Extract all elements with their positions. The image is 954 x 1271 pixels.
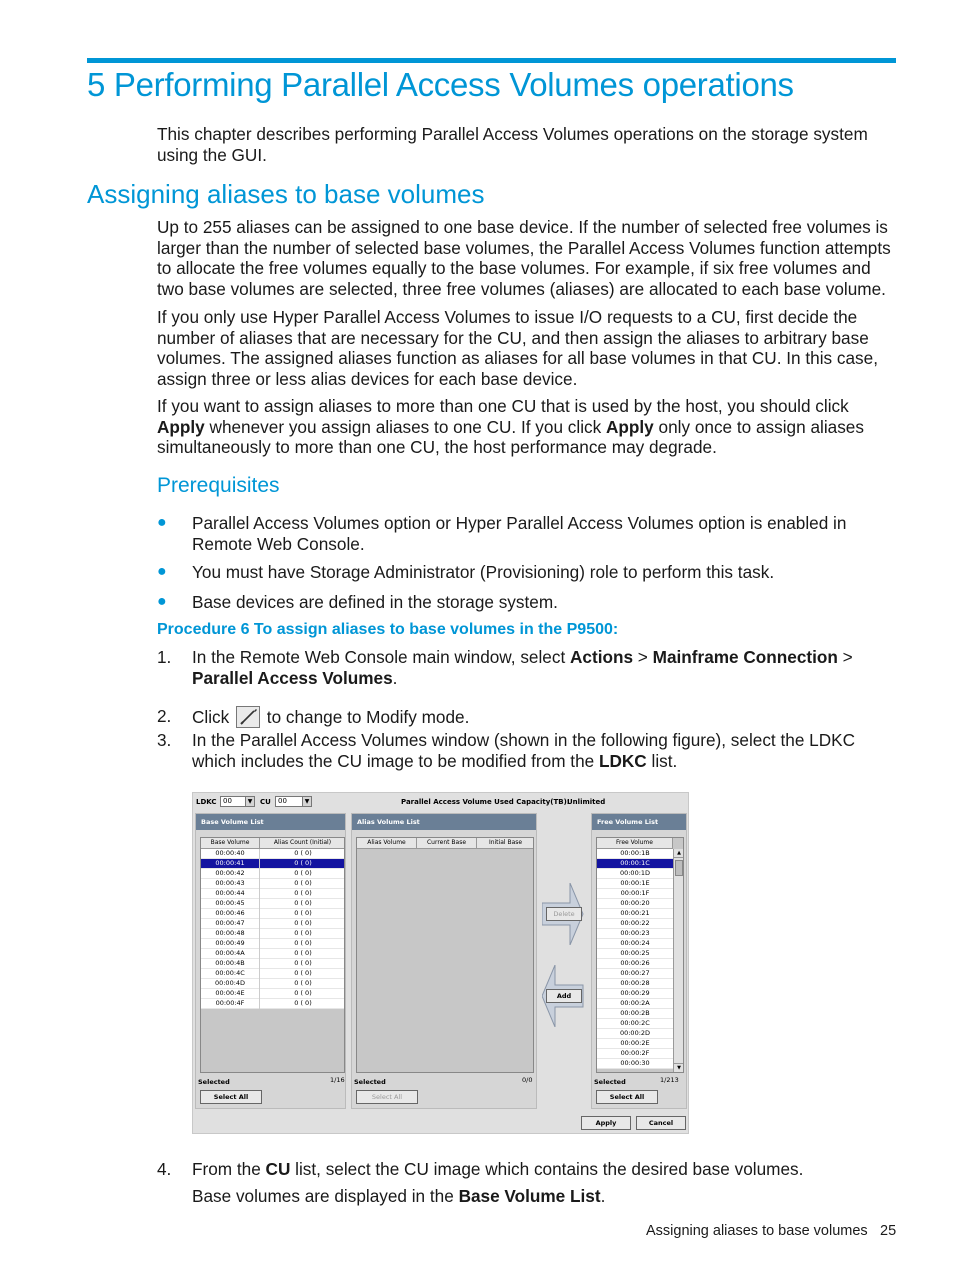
alias-select-all-button[interactable]: Select All xyxy=(356,1090,418,1104)
column-header-alias-volume[interactable]: Alias Volume xyxy=(357,838,417,849)
alias-count-cell: 0 ( 0) xyxy=(294,909,312,917)
alias-count-cell: 0 ( 0) xyxy=(294,859,312,867)
free-selected-label: Selected xyxy=(594,1078,626,1086)
list-item[interactable]: 00:00:1E xyxy=(597,879,673,889)
bullet-icon: ● xyxy=(157,593,167,610)
table-row[interactable] xyxy=(201,949,345,959)
list-item[interactable]: 00:00:22 xyxy=(597,919,673,929)
table-row[interactable] xyxy=(201,939,345,949)
list-item[interactable]: 00:00:29 xyxy=(597,989,673,999)
base-volume-cell: 00:00:41 xyxy=(201,859,260,869)
free-select-all-button[interactable]: Select All xyxy=(596,1090,658,1104)
free-volume-panel xyxy=(591,813,687,1109)
paragraph-aliases-limit: Up to 255 aliases can be assigned to one base device. If the number of selected free volumes is larger than the number of selected base volumes, the Parallel Access Volumes function attempts to allocate the free volumes equally to the base volumes. For example, if six free volumes and two base volumes are selected, three free volumes (aliases) are allocated to each base volume. xyxy=(157,217,891,299)
base-volume-cell: 00:00:4C xyxy=(201,969,260,979)
list-item[interactable]: 00:00:30 xyxy=(597,1059,673,1069)
alias-count-cell: 0 ( 0) xyxy=(294,989,312,997)
list-item[interactable]: 00:00:2D xyxy=(597,1029,673,1039)
list-item[interactable]: 00:00:2A xyxy=(597,999,673,1009)
footer-section-title: Assigning aliases to base volumes xyxy=(646,1223,868,1239)
table-row[interactable] xyxy=(201,979,345,989)
chapter-title: 5 Performing Parallel Access Volumes operations xyxy=(87,66,794,103)
modify-mode-icon xyxy=(236,706,260,728)
cu-label: CU xyxy=(260,798,271,806)
list-item[interactable]: 00:00:28 xyxy=(597,979,673,989)
alias-count-cell: 0 ( 0) xyxy=(294,929,312,937)
base-volume-cell: 00:00:40 xyxy=(201,849,260,859)
base-volume-cell: 00:00:4E xyxy=(201,989,260,999)
list-item[interactable]: 00:00:25 xyxy=(597,949,673,959)
free-volume-list-title: Free Volume List xyxy=(592,814,686,830)
column-header-free-volume[interactable]: Free Volume xyxy=(597,838,673,849)
cu-select[interactable]: 00 ▼ xyxy=(275,796,312,807)
paragraph-apply-note: If you want to assign aliases to more than one CU that is used by the host, you should click Apply whenever you assign aliases to one CU. If you click Apply only once to assign aliases simultaneously to more than one CU, the host performance may degrade. xyxy=(157,396,864,457)
chapter-rule xyxy=(87,58,896,63)
base-selected-label: Selected xyxy=(198,1078,230,1086)
ldkc-label: LDKC xyxy=(196,798,217,806)
list-item[interactable]: 00:00:20 xyxy=(597,899,673,909)
bullet-icon: ● xyxy=(157,514,167,531)
base-select-all-button[interactable]: Select All xyxy=(200,1090,262,1104)
base-volume-cell: 00:00:45 xyxy=(201,899,260,909)
base-volume-cell: 00:00:4D xyxy=(201,979,260,989)
table-row[interactable] xyxy=(201,899,345,909)
prerequisites-heading: Prerequisites xyxy=(157,474,280,497)
cancel-button[interactable]: Cancel xyxy=(636,1116,686,1130)
table-row[interactable] xyxy=(201,909,345,919)
list-item[interactable]: 00:00:26 xyxy=(597,959,673,969)
base-volume-cell: 00:00:49 xyxy=(201,939,260,949)
alias-volume-list[interactable] xyxy=(356,837,534,1073)
list-item[interactable]: 00:00:2C xyxy=(597,1019,673,1029)
apply-button[interactable]: Apply xyxy=(581,1116,631,1130)
alias-count-cell: 0 ( 0) xyxy=(294,969,312,977)
column-header-alias-count[interactable]: Alias Count (Initial) xyxy=(260,838,345,849)
alias-count-cell: 0 ( 0) xyxy=(294,879,312,887)
column-header-current-base[interactable]: Current Base xyxy=(417,838,477,849)
base-volume-cell: 00:00:48 xyxy=(201,929,260,939)
base-volume-cell: 00:00:4B xyxy=(201,959,260,969)
alias-count-cell: 0 ( 0) xyxy=(294,979,312,987)
table-row[interactable] xyxy=(201,999,345,1009)
table-row[interactable] xyxy=(201,889,345,899)
bullet-icon: ● xyxy=(157,563,167,580)
list-item[interactable]: 00:00:1F xyxy=(597,889,673,899)
list-item[interactable]: 00:00:2B xyxy=(597,1009,673,1019)
base-volume-cell: 00:00:46 xyxy=(201,909,260,919)
base-volume-cell: 00:00:43 xyxy=(201,879,260,889)
alias-selected-label: Selected xyxy=(354,1078,386,1086)
chevron-down-icon: ▼ xyxy=(302,797,311,806)
base-volume-list[interactable] xyxy=(200,837,345,1073)
procedure-title: Procedure 6 To assign aliases to base volumes in the P9500: xyxy=(157,621,619,638)
list-item[interactable]: 00:00:23 xyxy=(597,929,673,939)
list-item[interactable]: 00:00:21 xyxy=(597,909,673,919)
table-row[interactable] xyxy=(201,919,345,929)
alias-count-cell: 0 ( 0) xyxy=(294,849,312,857)
free-volume-list[interactable] xyxy=(596,837,684,1073)
scroll-up-icon[interactable]: ▲ xyxy=(674,849,684,858)
free-list-scrollbar[interactable] xyxy=(673,849,684,1072)
base-volume-cell: 00:00:44 xyxy=(201,889,260,899)
alias-count-cell: 0 ( 0) xyxy=(294,889,312,897)
alias-count-cell: 0 ( 0) xyxy=(294,939,312,947)
pav-window-figure xyxy=(192,792,689,1134)
ldkc-select[interactable]: 00 ▼ xyxy=(220,796,255,807)
list-item[interactable]: 00:00:2E xyxy=(597,1039,673,1049)
list-item[interactable]: 00:00:1C xyxy=(597,859,673,869)
page-number: 25 xyxy=(880,1223,897,1239)
alias-count-cell: 0 ( 0) xyxy=(294,869,312,877)
table-row[interactable] xyxy=(201,959,345,969)
table-row[interactable] xyxy=(201,879,345,889)
list-item[interactable]: 00:00:2F xyxy=(597,1049,673,1059)
table-row[interactable] xyxy=(201,869,345,879)
list-item[interactable]: 00:00:1D xyxy=(597,869,673,879)
column-header-initial-base[interactable]: Initial Base xyxy=(477,838,534,849)
scrollbar-thumb[interactable] xyxy=(675,860,683,876)
table-row[interactable] xyxy=(201,849,345,859)
list-item[interactable]: 00:00:27 xyxy=(597,969,673,979)
table-row[interactable] xyxy=(201,859,345,869)
paragraph-hyper-pav: If you only use Hyper Parallel Access Volumes to issue I/O requests to a CU, first decide the number of aliases that are necessary for the CU, and then assign the aliases to arbitrary base volumes. The assigned aliases function as aliases for all base volumes in that CU. In this case, assign three or less alias devices for each base device. xyxy=(157,307,878,389)
table-row[interactable] xyxy=(201,929,345,939)
add-button[interactable]: Add xyxy=(546,989,582,1003)
column-header-base-volume[interactable]: Base Volume xyxy=(201,838,260,849)
capacity-value: Unlimited xyxy=(567,798,606,806)
base-selected-count: 1/16 xyxy=(330,1076,345,1084)
alias-selected-count: 0/0 xyxy=(522,1076,533,1084)
chevron-down-icon: ▼ xyxy=(245,797,254,806)
base-volume-cell: 00:00:42 xyxy=(201,869,260,879)
free-selected-count: 1/213 xyxy=(660,1076,679,1084)
alias-count-cell: 0 ( 0) xyxy=(294,899,312,907)
table-row[interactable] xyxy=(201,989,345,999)
alias-volume-panel xyxy=(351,813,537,1109)
delete-button[interactable]: Delete xyxy=(546,907,582,921)
alias-volume-list-title: Alias Volume List xyxy=(352,814,536,830)
alias-count-cell: 0 ( 0) xyxy=(294,959,312,967)
section-title: Assigning aliases to base volumes xyxy=(87,179,485,209)
intro-paragraph: This chapter describes performing Parallel Access Volumes operations on the storage system using the GUI. xyxy=(157,124,868,165)
capacity-label: Parallel Access Volume Used Capacity(TB): xyxy=(401,798,570,806)
base-volume-cell: 00:00:4A xyxy=(201,949,260,959)
alias-count-cell: 0 ( 0) xyxy=(294,999,312,1007)
base-volume-cell: 00:00:47 xyxy=(201,919,260,929)
base-volume-cell: 00:00:4F xyxy=(201,999,260,1009)
table-row[interactable] xyxy=(201,969,345,979)
scroll-down-icon[interactable]: ▼ xyxy=(674,1063,684,1072)
base-volume-panel xyxy=(195,813,346,1109)
alias-count-cell: 0 ( 0) xyxy=(294,949,312,957)
base-volume-list-title: Base Volume List xyxy=(196,814,345,830)
list-item[interactable]: 00:00:24 xyxy=(597,939,673,949)
list-item[interactable]: 00:00:1B xyxy=(597,849,673,859)
alias-count-cell: 0 ( 0) xyxy=(294,919,312,927)
